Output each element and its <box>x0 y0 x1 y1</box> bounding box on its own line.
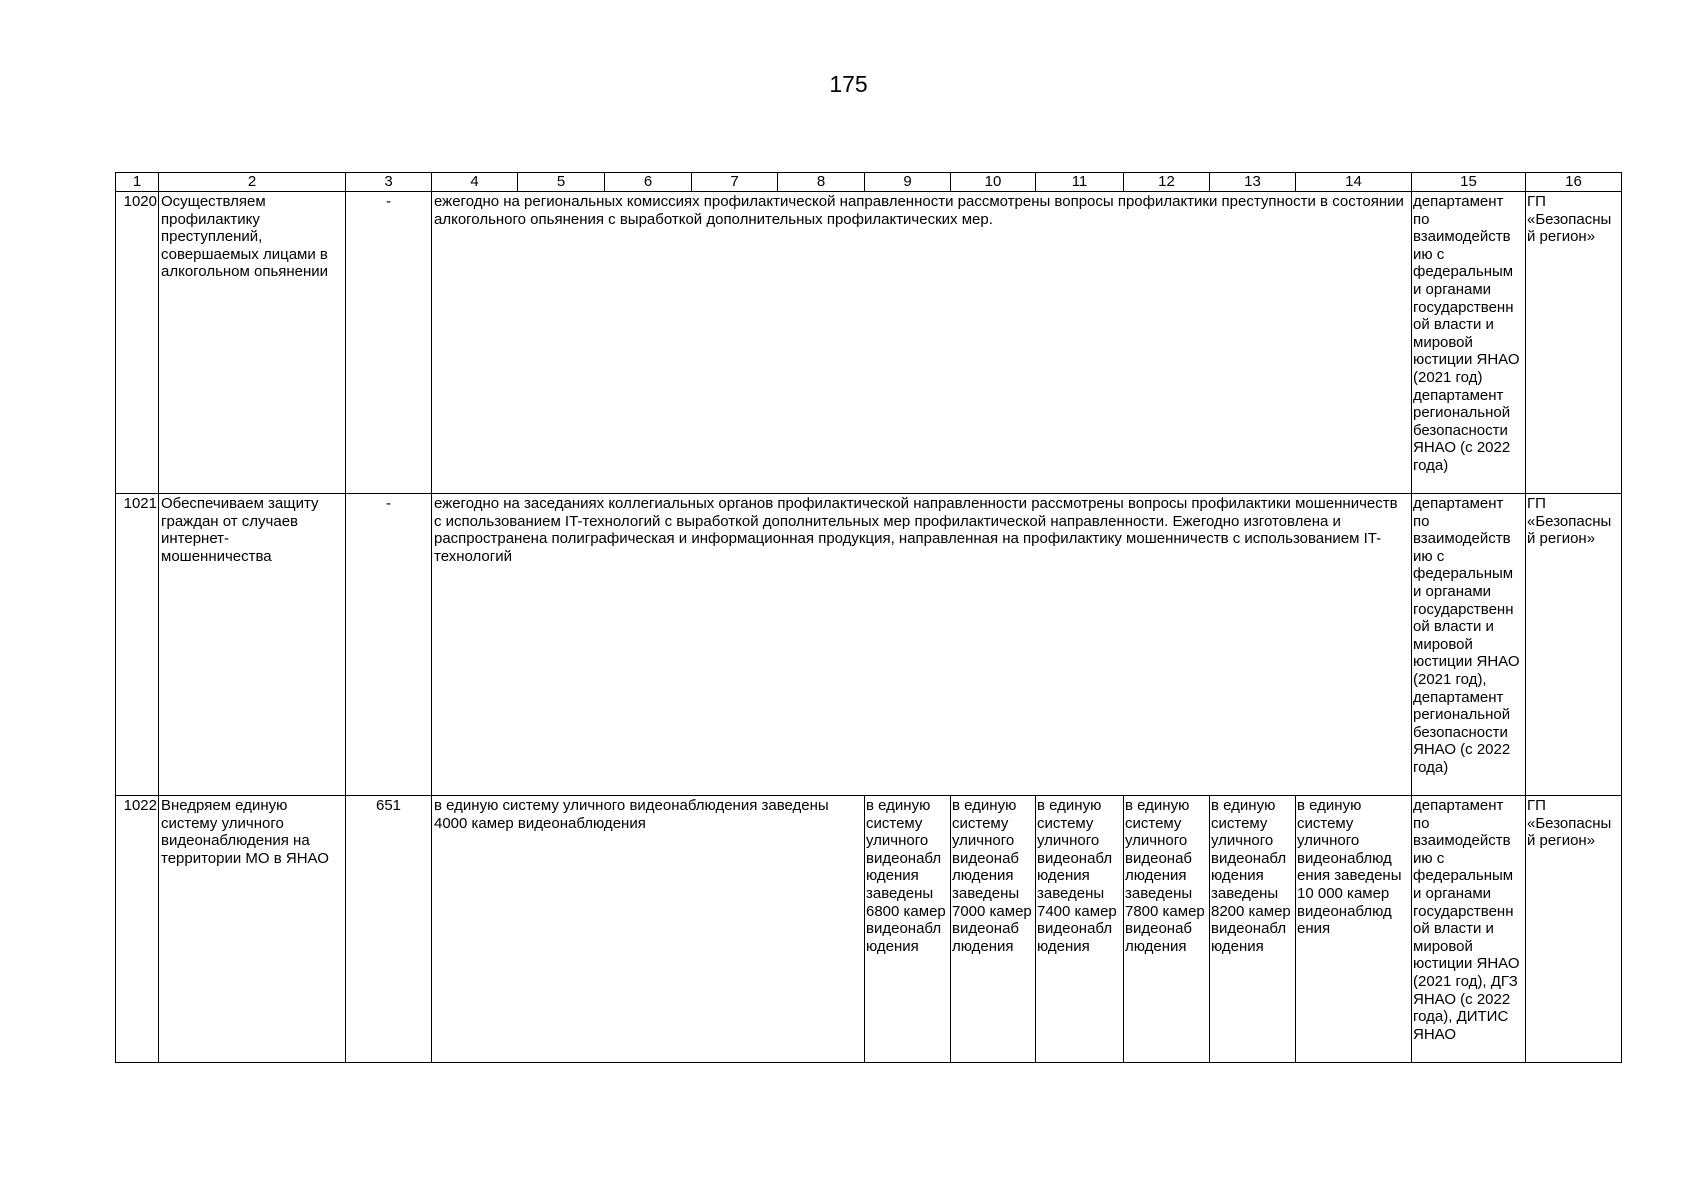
header-cell: 8 <box>778 173 865 192</box>
header-cell: 12 <box>1124 173 1210 192</box>
yearly-result-cell: в единую систему уличного видеонабл юдения заведены 6800 камер видеонабл юдения <box>865 796 951 1063</box>
funding-value: - <box>346 494 432 796</box>
yearly-result-cell: в единую систему уличного видеонаб людения заведены 7000 камер видеонаб людения <box>951 796 1036 1063</box>
header-cell: 3 <box>346 173 432 192</box>
row-number: 1022 <box>116 796 159 1063</box>
measure-name: Осуществляем профилактику преступлений, совершаемых лицами в алкогольном опьянении <box>159 192 346 494</box>
yearly-result-cell: в единую систему уличного видеонаблюд ения заведены 10 000 камер видеонаблюд ения <box>1296 796 1412 1063</box>
table-row <box>116 796 1622 1063</box>
state-program: ГП «Безопасны й регион» <box>1526 796 1622 1063</box>
header-cell: 5 <box>518 173 605 192</box>
measures-table <box>115 172 1622 1063</box>
measure-name: Обеспечиваем защиту граждан от случаев интернет- мошенничества <box>159 494 346 796</box>
yearly-result-cell: в единую систему уличного видеонабл юдения заведены 7400 камер видеонабл юдения <box>1036 796 1124 1063</box>
row-number: 1021 <box>116 494 159 796</box>
state-program: ГП «Безопасны й регион» <box>1526 494 1622 796</box>
header-cell: 11 <box>1036 173 1124 192</box>
header-cell: 4 <box>432 173 518 192</box>
header-cell: 16 <box>1526 173 1622 192</box>
header-cell: 2 <box>159 173 346 192</box>
yearly-result-cell: в единую систему уличного видеонаб людения заведены 7800 камер видеонаб людения <box>1124 796 1210 1063</box>
measure-name: Внедряем единую систему уличного видеонаблюдения на территории МО в ЯНАО <box>159 796 346 1063</box>
table-row <box>116 192 1622 494</box>
row-number: 1020 <box>116 192 159 494</box>
expected-result: ежегодно на заседаниях коллегиальных органов профилактической направленности рассмотрены вопросы профилактики мошенничеств с использованием IT-технологий с выработкой дополнительных мер профилактической направленности. Ежегодно изготовлена и распространена полиграфическая и информационная продукция, направленная на профилактику мошенничеств с использованием IT-технологий <box>432 494 1412 796</box>
header-cell: 9 <box>865 173 951 192</box>
responsible-body: департамент по взаимодейств ию с федеральным и органами государственн ой власти и мировой юстиции ЯНАО (2021 год) департамент региональной безопасности ЯНАО (с 2022 года) <box>1412 192 1526 494</box>
responsible-body: департамент по взаимодейств ию с федеральным и органами государственн ой власти и мировой юстиции ЯНАО (2021 год), ДГЗ ЯНАО (с 2022 года), ДИТИС ЯНАО <box>1412 796 1526 1063</box>
header-row <box>116 173 1622 192</box>
header-cell: 15 <box>1412 173 1526 192</box>
header-cell: 10 <box>951 173 1036 192</box>
yearly-result-cell: в единую систему уличного видеонабл юдения заведены 8200 камер видеонабл юдения <box>1210 796 1296 1063</box>
header-cell: 14 <box>1296 173 1412 192</box>
responsible-body: департамент по взаимодейств ию с федеральным и органами государственн ой власти и мировой юстиции ЯНАО (2021 год), департамент региональной безопасности ЯНАО (с 2022 года) <box>1412 494 1526 796</box>
header-cell: 7 <box>692 173 778 192</box>
state-program: ГП «Безопасны й регион» <box>1526 192 1622 494</box>
funding-value: 651 <box>346 796 432 1063</box>
table-row <box>116 494 1622 796</box>
funding-value: - <box>346 192 432 494</box>
expected-result: ежегодно на региональных комиссиях профилактической направленности рассмотрены вопросы профилактики преступности в состоянии алкогольного опьянения с выработкой дополнительных профилактических мер. <box>432 192 1412 494</box>
page-number: 175 <box>829 71 868 97</box>
header-cell: 6 <box>605 173 692 192</box>
header-cell: 13 <box>1210 173 1296 192</box>
header-cell: 1 <box>116 173 159 192</box>
expected-result-2019-2023: в единую систему уличного видеонаблюдения заведены 4000 камер видеонаблюдения <box>432 796 865 1063</box>
